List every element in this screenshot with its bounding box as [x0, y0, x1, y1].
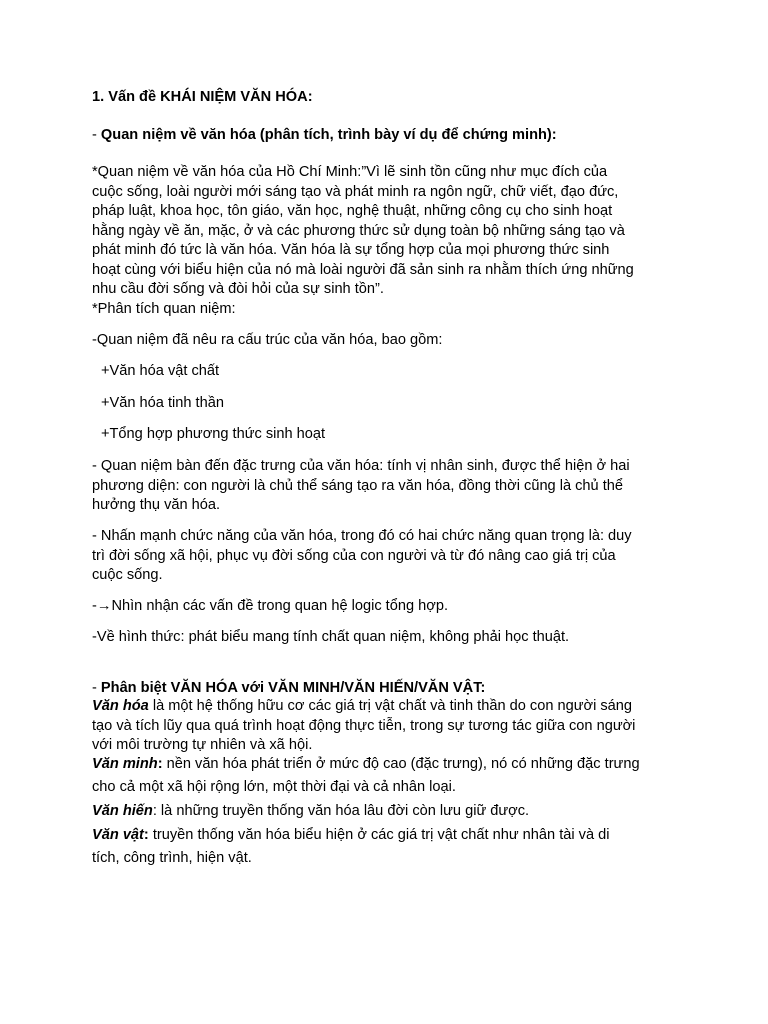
quote-line: *Quan niệm về văn hóa của Hồ Chí Minh:”Vì lẽ sinh tồn cũng như mục đích của — [92, 164, 608, 180]
quote-line: pháp luật, khoa học, tôn giáo, văn học, nghệ thuật, những công cụ cho sinh hoạt — [92, 203, 613, 219]
feature-paragraph-line: hưởng thụ văn hóa. — [92, 497, 221, 513]
subheading-text: Quan niệm về văn hóa (phân tích, trình bày ví dụ để chứng minh): — [100, 127, 557, 143]
def-van-hoa — [92, 697, 632, 717]
feature-paragraph-line: - Quan niệm bàn đến đặc trưng của văn hóa: tính vị nhân sinh, được thể hiện ở hai — [92, 458, 630, 474]
def-text: : là những truyền thống văn hóa lâu đời còn lưu giữ được. — [152, 803, 530, 819]
function-paragraph-line: trì đời sống xã hội, phục vụ đời sống của con người và từ đó nâng cao giá trị của — [92, 547, 616, 564]
def-line: tích, công trình, hiện vật. — [92, 850, 252, 866]
term-van-hien: Văn hiến — [92, 803, 153, 819]
subheading-text: Phân biệt VĂN HÓA với VĂN MINH/VĂN HIẾN/VĂN VẬT: — [100, 680, 486, 696]
structure-item: +Văn hóa tinh thần — [101, 395, 224, 411]
subheading-dash: - — [92, 127, 101, 143]
def-line: với môi trường tự nhiên và xã hội. — [92, 737, 313, 753]
term-van-minh: Văn minh — [92, 756, 158, 772]
quote-line: hằng ngày về ăn, mặc, ở và các phương thức sử dụng toàn bộ những sáng tạo và — [92, 222, 625, 239]
term-colon: : — [143, 827, 149, 843]
function-paragraph-line: cuộc sống. — [92, 567, 163, 583]
def-van-hien — [92, 802, 529, 822]
logic-line: -→Nhìn nhận các vấn đề trong quan hệ logic tổng hợp. — [92, 598, 449, 614]
term-colon: : — [157, 756, 163, 772]
def-line: tạo và tích lũy qua quá trình hoạt động thực tiễn, trong sự tương tác giữa con người — [92, 717, 636, 734]
term-van-hoa: Văn hóa — [92, 698, 149, 714]
subheading-concept — [92, 126, 557, 146]
subheading-distinguish — [92, 679, 485, 699]
structure-item: +Văn hóa vật chất — [101, 363, 220, 379]
term-van-vat: Văn vật — [92, 827, 144, 843]
structure-item: +Tổng hợp phương thức sinh hoạt — [101, 426, 326, 442]
quote-line: phát minh đó tức là văn hóa. Văn hóa là sự tổng hợp của mọi phương thức sinh — [92, 242, 610, 258]
quote-line: nhu cầu đời sống và đòi hỏi của sự sinh tồn”. — [92, 281, 384, 297]
feature-paragraph-line: phương diện: con người là chủ thể sáng tạo ra văn hóa, đồng thời cũng là chủ thể — [92, 477, 624, 494]
def-text: là một hệ thống hữu cơ các giá trị vật chất và tinh thần do con người sáng — [148, 698, 633, 714]
def-text: nền văn hóa phát triển ở mức độ cao (đặc trưng), nó có những đặc trưng — [162, 756, 640, 772]
quote-line: cuộc sống, loài người mới sáng tạo và phát minh ra ngôn ngữ, chữ viết, đạo đức, — [92, 183, 619, 200]
analysis-label: *Phân tích quan niệm: — [92, 300, 236, 317]
structure-intro: -Quan niệm đã nêu ra cấu trúc của văn hóa, bao gồm: — [92, 332, 443, 348]
def-line: cho cả một xã hội rộng lớn, một thời đại và cả nhân loại. — [92, 779, 456, 795]
form-line: -Về hình thức: phát biểu mang tính chất quan niệm, không phải học thuật. — [92, 629, 570, 645]
function-paragraph-line: - Nhấn mạnh chức năng của văn hóa, trong đó có hai chức năng quan trọng là: duy — [92, 528, 632, 544]
quote-line: hoạt cùng với biểu hiện của nó mà loài người đã sản sinh ra nhằm thích ứng những — [92, 261, 634, 278]
def-text: truyền thống văn hóa biểu hiện ở các giá trị vật chất như nhân tài và di — [148, 827, 610, 843]
def-van-vat — [92, 826, 609, 846]
def-van-minh — [92, 755, 640, 775]
subheading-dash: - — [92, 680, 101, 696]
section-heading: 1. Vấn đề KHÁI NIỆM VĂN HÓA: — [92, 89, 313, 105]
